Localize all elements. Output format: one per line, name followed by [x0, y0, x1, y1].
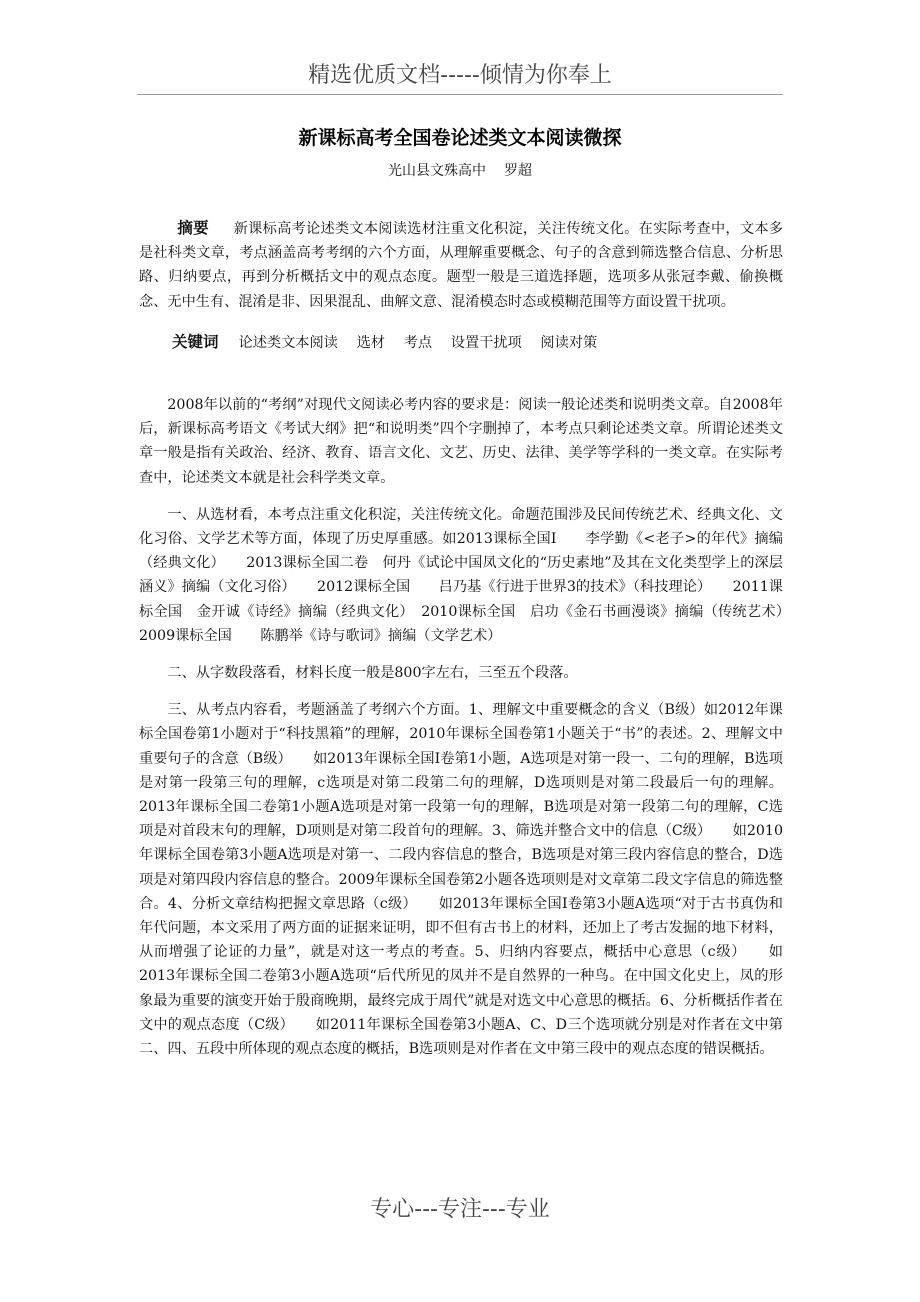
keyword-item: 选材	[356, 334, 385, 351]
keyword-item: 论述类文本阅读	[238, 334, 338, 351]
document-author	[137, 160, 783, 182]
document-title: 新课标高考全国卷论述类文本阅读微探	[298, 127, 622, 149]
header-rule	[137, 94, 783, 95]
paragraph-intro: 2008年以前的“考纲”对现代文阅读必考内容的要求是：阅读一般论述类和说明类文章。自2008年后，新课标高考语文《考试大纲》把“和说明类”四个字删掉了，本考点只剩论述类文章。所谓论述类文章一般是指有关政治、经济、教育、语言文化、文艺、历史、法律、美学等学科的一类文章。在实际考查中，论述类文本就是社会科学类文章。	[139, 397, 783, 486]
paragraph-section-2-length: 二、从字数段落看，材料长度一般是800字左右，三至五个段落。	[167, 665, 578, 682]
author-school: 光山县文殊高中	[388, 163, 486, 179]
paragraph-section-3-testpoints: 三、从考点内容看，考题涵盖了考纲六个方面。1、理解文中重要概念的含义（B级）如2012年课标全国卷第1小题对于“科技黑箱”的理解，2010年课标全国卷第1小题关于“书”的表述。2、理解文中重要句子的含意（B级） 如2013年课标全国I卷第1小题，A选项是对第一段一、二句的理解，B选项是对第一段第三句的理解，c选项是对第二段第二句的理解，D选项则是对第二段最后一句的理解。2013年课标全国二卷第1小题A选项是对第一段第一句的理解，B选项是对第一段第二句的理解，C选项是对首段末句的理解，D项则是对第二段首句的理解。3、筛选并整合文中的信息（C级） 如2010年课标全国卷第3小题A选项是对第一、二段内容信息的整合，B选项是对第三段内容信息的整合，D选项是对第四段内容信息的整合。2009年课标全国卷第2小题各选项则是对文章第二段文字信息的筛选整合。4、分析文章结构把握文章思路（c级） 如2013年课标全国I卷第3小题A选项“对于古书真伪和年代问题，本文采用了两方面的证据来证明，即不但有古书上的材料，还加上了考古发掘的地下材料，从而增强了论证的力量”，就是对这一考点的考查。5、归纳内容要点，概括中心意思（c级） 如2013年课标全国二卷第3小题A选项“后代所见的凤并不是自然界的一种鸟。在中国文化史上，凤的形象最为重要的演变开始于殷商晚期，最终完成于周代”就是对选文中心意思的概括。6、分析概括作者在文中的观点态度（C级） 如2011年课标全国卷第3小题A、C、D三个选项就分别是对作者在文中第二、四、五段中所体现的观点态度的概括，B选项则是对作者在文中第三段中的观点态度的错误概括。	[139, 702, 783, 1058]
document-body	[139, 216, 812, 1061]
keywords	[139, 330, 783, 355]
keyword-item: 阅读对策	[540, 334, 598, 351]
keyword-item: 考点	[403, 334, 433, 351]
abstract-text: 新课标高考论述类文本阅读选材注重文化积淀，关注传统文化。在实际考查中，文本多是社科类文章，考点涵盖高考考纲的六个方面，从理解重要概念、句子的含意到筛选整合信息、分析思路、归纳要点，再到分析概括文中的观点态度。题型一般是三道选择题，选项多从张冠李戴、偷换概念、无中生有、混淆是非、因果混乱、曲解文意、混淆模态时态或模糊范围等方面设置干扰项。	[139, 221, 783, 310]
page-header: 精选优质文档-----倾情为你奉上	[308, 63, 612, 88]
page-footer: 专心---专注---专业	[370, 1197, 550, 1222]
keyword-item: 设置干扰项	[450, 334, 522, 351]
paragraph-section-1-material: 一、从选材看，本考点注重文化积淀，关注传统文化。命题范围涉及民间传统艺术、经典文化、文化习俗、文学艺术等方面，体现了历史厚重感。如2013课标全国I 李学勤《<老子>的年代》摘编（经典文化） 2013课标全国二卷 何丹《试论中国凤文化的“历史素地”及其在文化类型学上的深层涵义》摘编（文化习俗） 2012课标全国 吕乃基《行进于世界3的技术》（科技理论） 2011课标全国 金开诚《诗经》摘编（经典文化） 2010课标全国 启功《金石书画漫谈》摘编（传统艺术） 2009课标全国 陈鹏举《诗与歌词》摘编（文学艺术）	[139, 506, 812, 644]
abstract-label: 摘要	[177, 219, 209, 237]
keywords-label: 关键词	[172, 332, 219, 351]
author-name: 罗超	[504, 163, 532, 179]
abstract	[139, 216, 783, 314]
